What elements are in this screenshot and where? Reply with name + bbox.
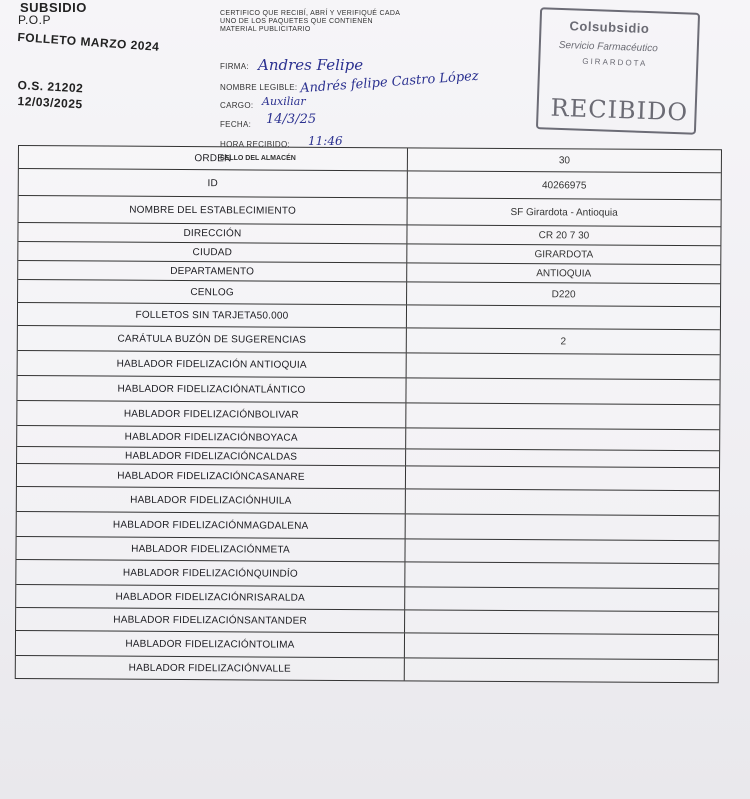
row-value [406,466,719,490]
date-value: 14/3/25 [266,112,317,127]
table-row [19,196,721,227]
row-value [405,562,718,588]
row-label: HABLADOR FIDELIZACIÓNBOYACA [17,426,406,448]
time-label: HORA RECIBIDO: [220,140,290,149]
row-label: FOLLETOS SIN TARJETA50.000 [18,303,407,327]
row-label: HABLADOR FIDELIZACIÓNMETA [16,537,405,561]
handwritten-signature: Andres Felipe [258,56,364,74]
received-stamp [536,7,700,135]
folleto-title: FOLLETO MARZO 2024 [17,30,160,54]
row-label: HABLADOR FIDELIZACIÓNTOLIMA [16,631,405,657]
row-value: SF Girardota - Antioquia [510,206,618,219]
row-label: CIUDAD [18,242,407,262]
pop-label: P.O.P [18,13,51,27]
order-number: O.S. 21202 [17,78,84,96]
store-seal-label: SELLO DEL ALMACÉN [220,155,296,162]
legible-name-value: Andrés felipe Castro López [299,68,480,97]
certificate-text: CERTIFICO QUE RECIBÍ, ABRÍ Y VERIFIQUÉ CADA UNO DE LOS PAQUETES QUE CONTIENEN MATERIAL PUBLICITARIO [220,10,400,33]
time-value: 11:46 [308,134,343,148]
table-row [19,169,721,200]
row-label: HABLADOR FIDELIZACIÓNQUINDÍO [16,560,405,586]
row-value [406,403,719,429]
row-label: NOMBRE DEL ESTABLECIMIENTO [19,196,408,224]
row-label: HABLADOR FIDELIZACIÓNHUILA [17,487,406,513]
row-label: CARÁTULA BUZÓN DE SUGERENCIAS [18,326,407,352]
row-value: 2 [560,335,567,347]
row-value [406,428,719,450]
row-label: DIRECCIÓN [18,223,407,243]
row-label: HABLADOR FIDELIZACIÓN ANTIOQUIA [18,351,407,377]
stamp-location: GIRARDOTA [582,56,648,69]
row-value [407,305,720,329]
row-label: HABLADOR FIDELIZACIÓNATLÁNTICO [17,376,406,402]
row-value: CR 20 7 30 [538,229,590,241]
row-value [405,658,718,682]
order-date: 12/03/2025 [17,94,83,112]
row-value: GIRARDOTA [534,248,594,261]
row-label: DEPARTAMENTO [18,261,407,281]
position-value: Auxiliar [262,95,306,108]
signature-label: FIRMA: [220,62,249,71]
row-label: HABLADOR FIDELIZACIÓNCASANARE [17,464,406,488]
row-value [405,610,718,634]
position-label: CARGO: [220,101,254,110]
row-value [405,633,718,659]
row-label: CENLOG [18,280,407,304]
legible-name-label: NOMBRE LEGIBLE: [220,83,298,92]
row-value [407,353,720,379]
table-row [16,656,718,682]
row-value: 30 [558,154,571,166]
row-label: HABLADOR FIDELIZACIÓNVALLE [16,656,405,680]
row-value [405,587,718,611]
row-value [405,539,718,563]
row-value: D220 [551,288,576,300]
row-value: 40266975 [541,179,587,191]
row-value [406,378,719,404]
row-label: HABLADOR FIDELIZACIÓNMAGDALENA [17,512,406,538]
row-label: HABLADOR FIDELIZACIÓNSANTANDER [16,608,405,632]
delivery-table [15,145,722,683]
brand-heading: SUBSIDIO [20,0,87,15]
stamp-received: RECIBIDO [550,93,689,127]
row-value [406,514,719,540]
row-label: HABLADOR FIDELIZACIÓNCALDAS [17,447,406,465]
row-value [406,449,719,467]
row-value: ANTIOQUIA [536,267,592,280]
stamp-service: Servicio Farmacéutico [558,39,658,55]
row-label: ORDEN [19,146,408,170]
date-label: FECHA: [220,120,252,129]
row-label: HABLADOR FIDELIZACIÓNRISARALDA [16,585,405,609]
row-label: ID [19,169,408,197]
row-value [406,489,719,515]
row-label: HABLADOR FIDELIZACIÓNBOLIVAR [17,401,406,427]
colsubsidio-logo: Colsubsidio [569,18,650,37]
